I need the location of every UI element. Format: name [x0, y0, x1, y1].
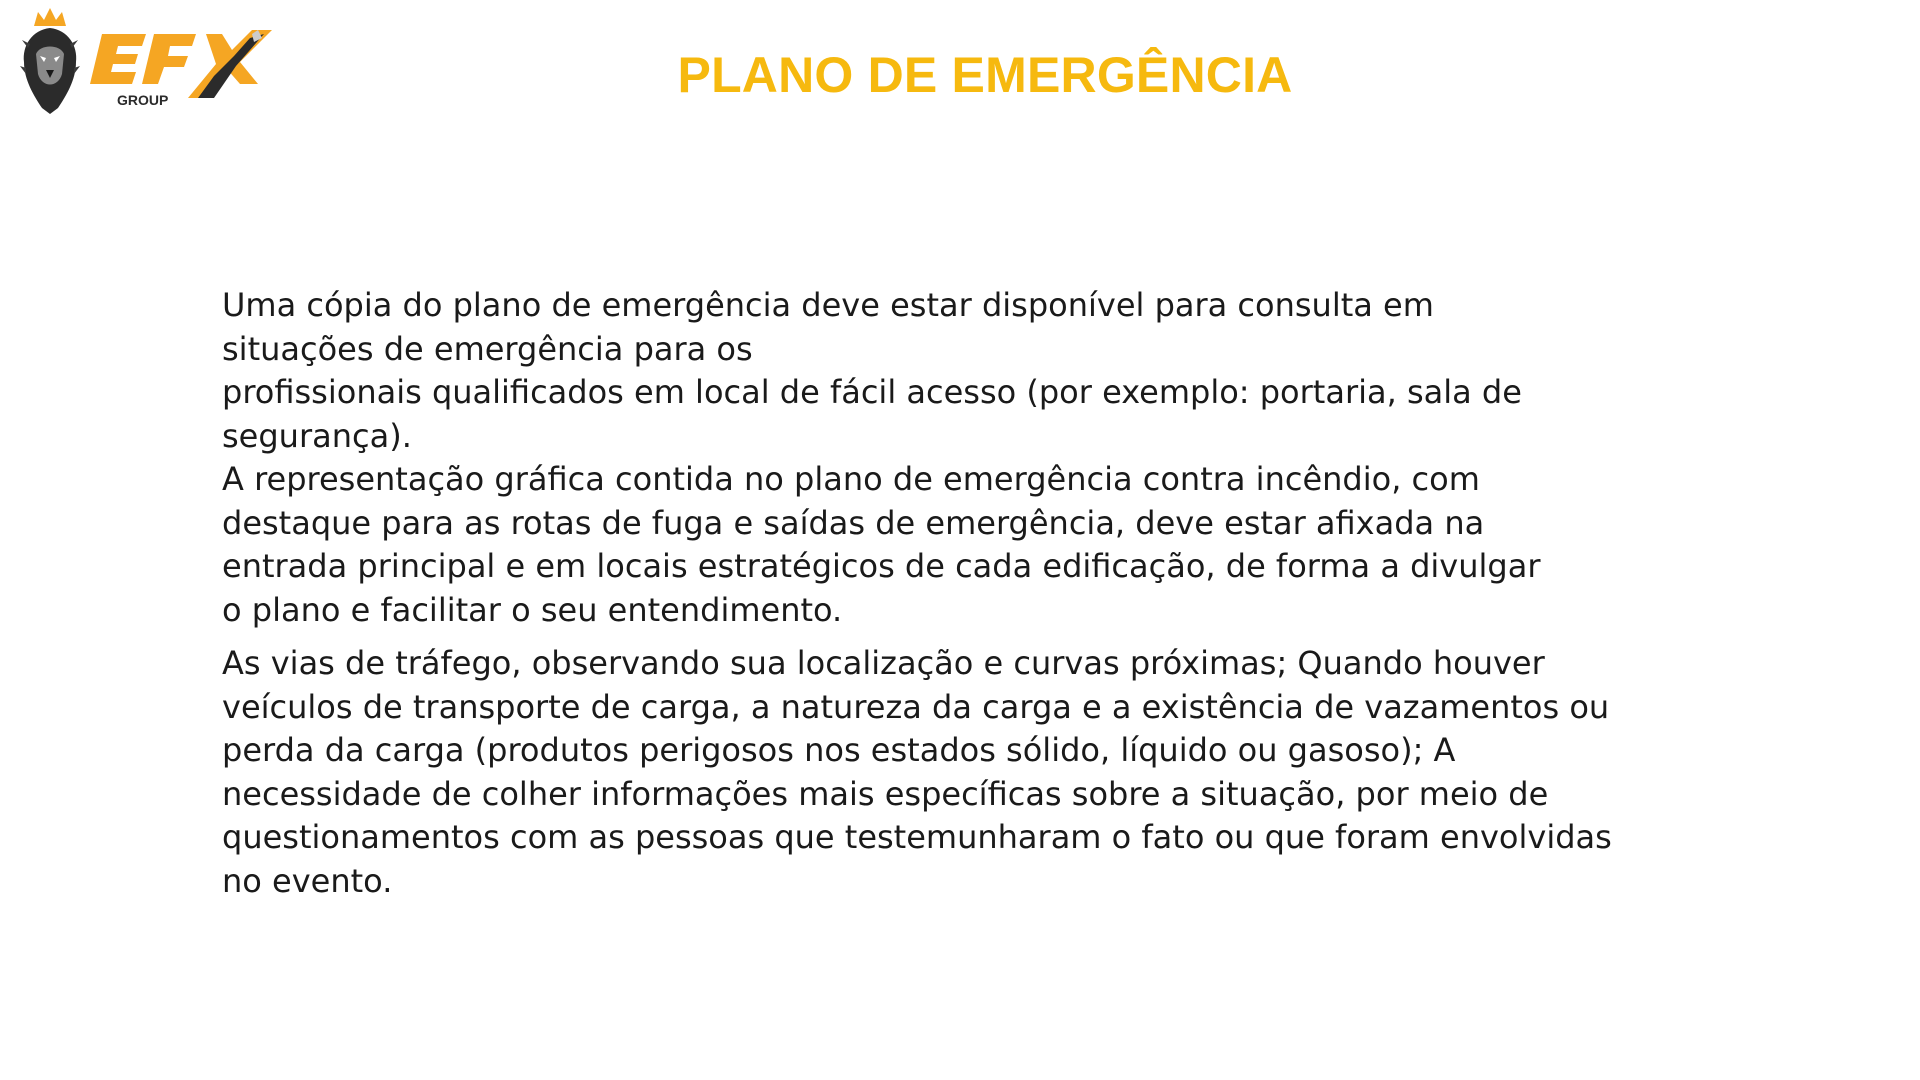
paragraph-access: Uma cópia do plano de emergência deve estar disponível para consulta em situações de emergência para os profissionais qualificados em local de fácil acesso (por exemplo: portaria, sala de segurança).	[222, 286, 1522, 455]
crown-icon	[34, 8, 66, 26]
logo-subtitle: GROUP	[117, 92, 169, 108]
paragraph-graphic-representation: A representação gráfica contida no plano de emergência contra incêndio, com destaque para as rotas de fuga e saídas de emergência, deve estar afixada na entrada principal e em locais estratégicos de cada edificação, de forma a divulgar o plano e facilitar o seu entendimento.	[222, 460, 1541, 629]
body-text	[222, 284, 1802, 903]
page-title: PLANO DE EMERGÊNCIA	[677, 47, 1293, 103]
paragraph-traffic-routes: As vias de tráfego, observando sua localização e curvas próximas; Quando houver veículos de transporte de carga, a natureza da carga e a existência de vazamentos ou perda da carga (produtos perigosos nos estados sólido, líquido ou gasoso); A necessidade de colher informações mais específicas sobre a situação, por meio de questionamentos com as pessoas que testemunharam o fato ou que foram envolvidas no evento.	[222, 644, 1612, 900]
